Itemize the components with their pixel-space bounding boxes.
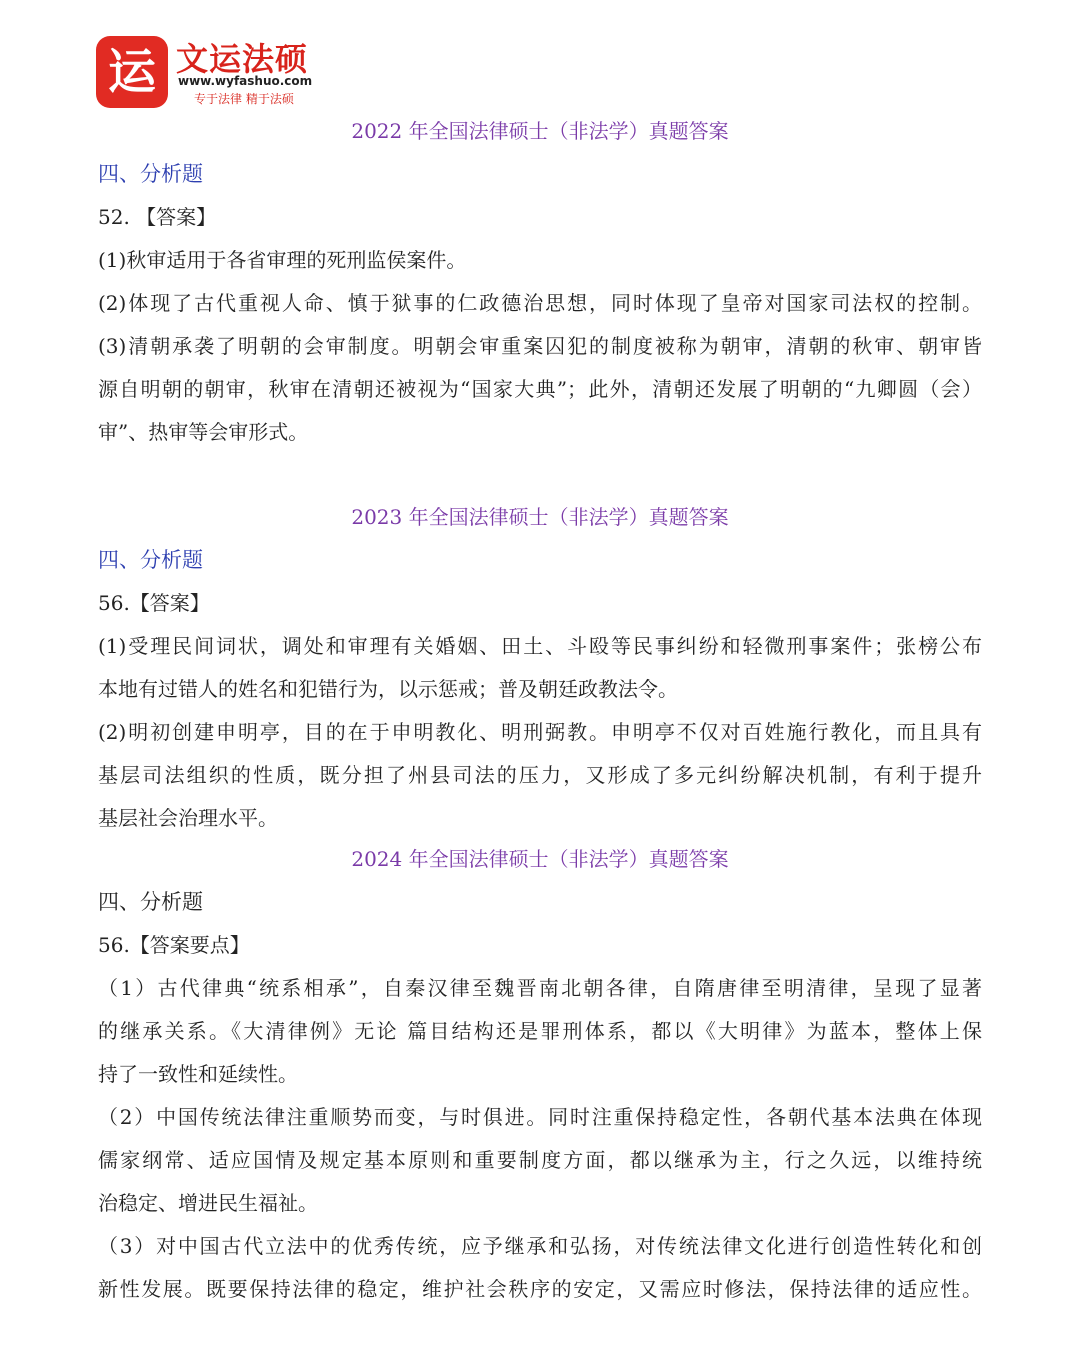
answer-line: （2）中国传统法律注重顺势而变，与时俱进。同时注重保持稳定性，各朝代基本法典在体现 bbox=[98, 1105, 982, 1129]
logo-mark: 运 bbox=[96, 36, 168, 108]
answer-line: (1)秋审适用于各省审理的死刑监侯案件。 bbox=[98, 248, 467, 272]
section-heading-2023: 四、分析题 bbox=[98, 548, 203, 572]
logo-name: 文运法硕 bbox=[176, 40, 309, 78]
answer-line: （3）对中国古代立法中的优秀传统，应予继承和弘扬，对传统法律文化进行创造性转化和创 bbox=[98, 1234, 982, 1258]
answer-line: 儒家纲常、适应国情及规定基本原则和重要制度方面，都以继承为主，行之久远，以维持统 bbox=[98, 1148, 982, 1172]
section-heading-2022: 四、分析题 bbox=[98, 162, 203, 186]
answer-line: 基层社会治理水平。 bbox=[98, 806, 278, 830]
answer-line: 本地有过错人的姓名和犯错行为，以示惩戒；普及朝廷政教法令。 bbox=[98, 677, 678, 701]
answer-label-2024: 56.【答案要点】 bbox=[98, 933, 250, 957]
answer-line: 的继承关系。《大清律例》无论 篇目结构还是罪刑体系，都以《大明律》为蓝本，整体上保 bbox=[98, 1019, 982, 1043]
exam-title-2022: 2022 年全国法律硕士（非法学）真题答案 bbox=[351, 119, 729, 143]
answer-line: 持了一致性和延续性。 bbox=[98, 1062, 298, 1086]
answer-line: 审”、热审等会审形式。 bbox=[98, 420, 309, 444]
answer-line: （1）古代律典“统系相承”，自秦汉律至魏晋南北朝各律，自隋唐律至明清律，呈现了显著 bbox=[98, 976, 982, 1000]
exam-title-2023: 2023 年全国法律硕士（非法学）真题答案 bbox=[351, 505, 729, 529]
answer-label-2023: 56.【答案】 bbox=[98, 591, 210, 615]
answer-line: (2)明初创建申明亭，目的在于申明教化、明刑弼教。申明亭不仅对百姓施行教化，而且具有 bbox=[98, 720, 982, 744]
answer-line: 基层司法组织的性质，既分担了州县司法的压力，又形成了多元纠纷解决机制，有利于提升 bbox=[98, 763, 982, 787]
section-heading-2024: 四、分析题 bbox=[98, 890, 203, 914]
answer-line: 治稳定、增进民生福祉。 bbox=[98, 1191, 318, 1215]
answer-line: (2)体现了古代重视人命、慎于狱事的仁政德治思想，同时体现了皇帝对国家司法权的控制。 bbox=[98, 291, 982, 315]
logo-slogan: 专于法律 精于法硕 bbox=[194, 92, 294, 106]
brand-logo bbox=[96, 36, 336, 110]
answer-line: (3)清朝承袭了明朝的会审制度。明朝会审重案囚犯的制度被称为朝审，清朝的秋审、朝审皆 bbox=[98, 334, 982, 358]
answer-line: 新性发展。既要保持法律的稳定，维护社会秩序的安定，又需应时修法，保持法律的适应性。 bbox=[98, 1277, 982, 1301]
answer-line: (1)受理民间词状，调处和审理有关婚姻、田土、斗殴等民事纠纷和轻微刑事案件；张榜公布 bbox=[98, 634, 982, 658]
exam-title-2024: 2024 年全国法律硕士（非法学）真题答案 bbox=[351, 847, 729, 871]
answer-line: 源自明朝的朝审，秋审在清朝还被视为“国家大典”；此外，清朝还发展了明朝的“九卿圆（会） bbox=[98, 377, 982, 401]
answer-label-2022: 52. 【答案】 bbox=[98, 205, 217, 229]
logo-url: www.wyfashuo.com bbox=[178, 74, 313, 88]
